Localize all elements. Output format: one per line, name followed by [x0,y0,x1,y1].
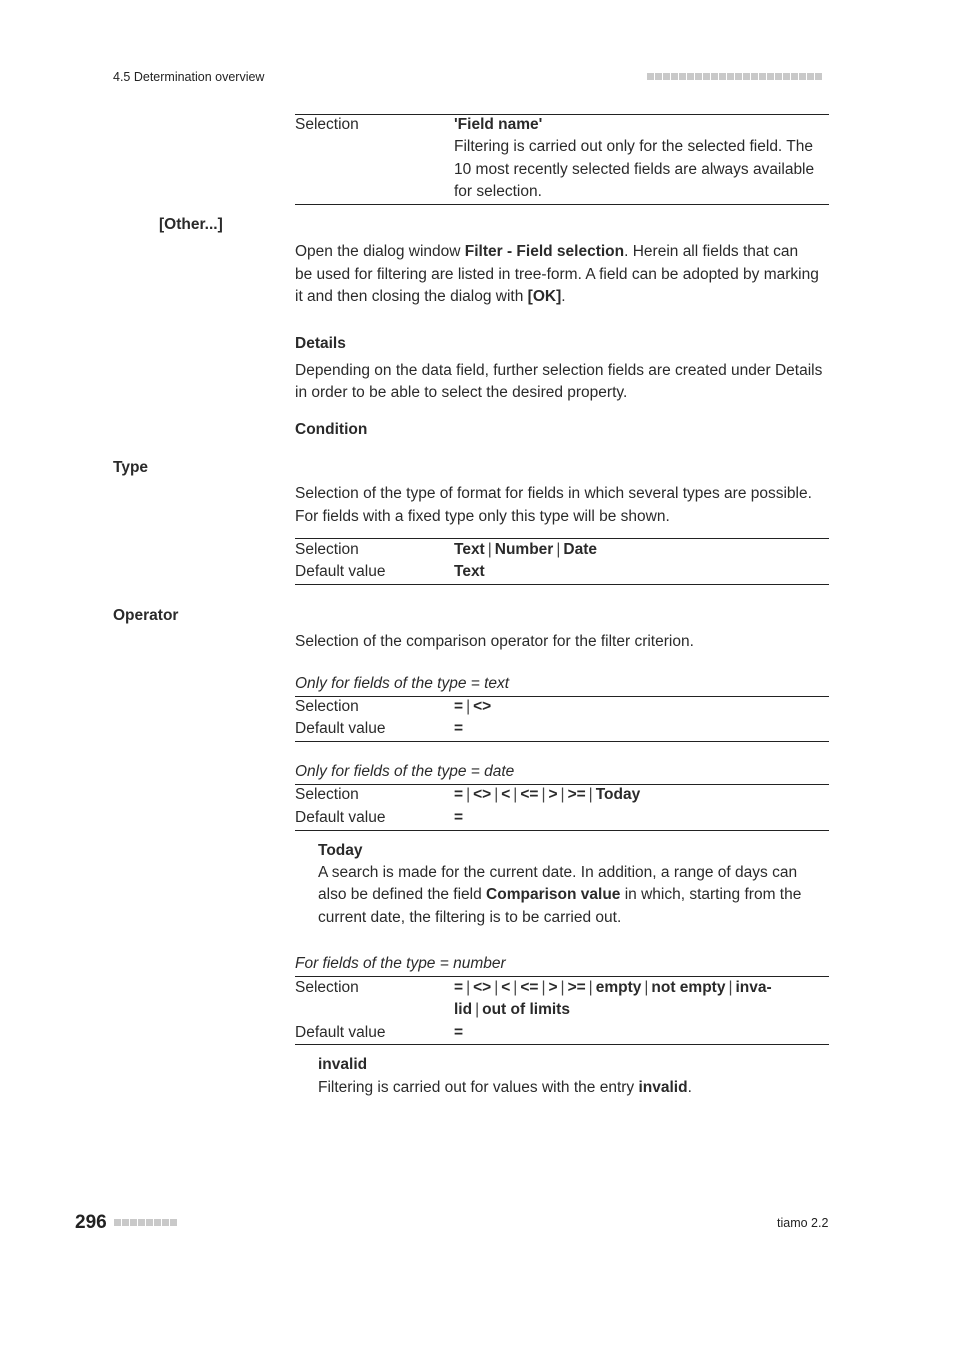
decorative-square [647,73,654,80]
field-name-desc-line: Filtering is carried out only for the selected field. The [454,138,813,155]
option: not empty [651,979,726,996]
text-run: also be defined the field [318,886,487,903]
option: < [501,979,511,996]
decorative-square [743,73,750,80]
number-type-caption: For fields of the type = number [295,955,506,972]
decorative-square [170,1219,177,1226]
running-header-section: 4.5 Determination overview [113,70,265,84]
option-date: Date [563,541,597,558]
decorative-square [679,73,686,80]
text-run: . [687,1079,692,1096]
details-line: Depending on the data field, further selection fields are created under Details [295,362,823,379]
text-type-caption: Only for fields of the type = text [295,675,510,692]
type-options: Text | Number | Date [454,541,597,558]
today-heading: Today [318,842,363,859]
table-rule-bottom [295,830,829,831]
decorative-square [735,73,742,80]
option: lid [454,1001,473,1018]
other-label: [Other...] [159,216,223,233]
option-number: Number [494,541,554,558]
table-rule-bottom [295,584,829,585]
field-name-selection-title: 'Field name' [454,116,543,133]
date-type-caption: Only for fields of the type = date [295,763,515,780]
operator-label: Operator [113,607,179,624]
option: >= [567,979,586,996]
text-run: Filtering is carried out for values with the entry [318,1079,639,1096]
text-default-value: = [454,720,464,737]
dialog-name: Filter - Field selection [464,243,625,260]
product-version: tiamo 2.2 [777,1216,829,1230]
decorative-square [815,73,822,80]
decorative-square [154,1219,161,1226]
footer-decoration [114,1219,177,1226]
type-desc-line: For fields with a fixed type only this type will be shown. [295,508,670,525]
text-default-label: Default value [295,720,386,737]
number-default-label: Default value [295,1024,386,1041]
decorative-square [162,1219,169,1226]
text-run: . [561,288,566,305]
invalid-ref: invalid [638,1079,688,1096]
date-operator-options: = | <> | < | <= | > | >= | Today [454,786,641,803]
date-default-value: = [454,809,464,826]
option: empty [595,979,642,996]
ok-button-ref: [OK] [527,288,562,305]
page-number: 296 [75,1212,107,1233]
decorative-square [775,73,782,80]
decorative-square [727,73,734,80]
type-default-label: Default value [295,563,386,580]
operator-desc: Selection of the comparison operator for the filter criterion. [295,633,694,650]
decorative-square [138,1219,145,1226]
option: = [454,698,464,715]
decorative-square [799,73,806,80]
decorative-square [114,1219,121,1226]
field-name-desc-line: 10 most recently selected fields are always available [454,161,815,178]
today-line: A search is made for the current date. In addition, a range of days can [318,864,798,881]
text-selection-label: Selection [295,698,359,715]
option: out of limits [482,1001,570,1018]
type-desc-line: Selection of the type of format for fields in which several types are possible. [295,485,812,502]
option: inva- [735,979,772,996]
field-name-selection-label: Selection [295,116,359,133]
decorative-square [783,73,790,80]
type-selection-label: Selection [295,541,359,558]
option: = [454,786,464,803]
decorative-square [791,73,798,80]
decorative-square [711,73,718,80]
type-default-value: Text [454,563,485,580]
text-run: in which, starting from the [620,886,802,903]
decorative-square [663,73,670,80]
number-operator-options-cont: lid | out of limits [454,1001,570,1018]
header-decoration [647,73,829,82]
details-line: in order to be able to select the desired property. [295,384,628,401]
decorative-square [130,1219,137,1226]
decorative-square [751,73,758,80]
option: Today [595,786,641,803]
field-name-desc-line: for selection. [454,183,542,200]
text-operator-options: = | <> [454,698,492,715]
option: <= [520,786,539,803]
text-run: it and then closing the dialog with [295,288,528,305]
option: = [454,979,464,996]
type-label: Type [113,459,149,476]
number-default-value: = [454,1024,464,1041]
decorative-square [695,73,702,80]
option: < [501,786,511,803]
decorative-square [146,1219,153,1226]
other-paragraph-line: be used for filtering are listed in tree-form. A field can be adopted by marking [295,266,819,283]
table-rule-top [295,114,829,115]
option: > [548,786,558,803]
option-text: Text [454,541,485,558]
comparison-value-ref: Comparison value [486,886,621,903]
table-rule-bottom [295,1044,829,1045]
decorative-square [671,73,678,80]
date-default-label: Default value [295,809,386,826]
other-paragraph-line [295,241,798,264]
number-selection-label: Selection [295,979,359,996]
decorative-square [122,1219,129,1226]
date-selection-label: Selection [295,786,359,803]
condition-heading: Condition [295,421,368,438]
option: <= [520,979,539,996]
option: <> [473,979,492,996]
decorative-square [807,73,814,80]
decorative-square [703,73,710,80]
option: <> [473,698,492,715]
invalid-heading: invalid [318,1056,368,1073]
option: >= [567,786,586,803]
other-paragraph-line [295,286,566,309]
decorative-square [767,73,774,80]
option: > [548,979,558,996]
today-line: current date, the filtering is to be carried out. [318,909,622,926]
table-rule-top [295,696,829,697]
decorative-square [759,73,766,80]
decorative-square [655,73,662,80]
decorative-square [719,73,726,80]
invalid-line [318,1077,835,1100]
number-operator-options: = | <> | < | <= | > | >= | empty | not empty | inva- [454,979,772,996]
table-rule-bottom [295,204,829,205]
text-run: Open the dialog window [295,243,465,260]
table-rule-bottom [295,741,829,742]
details-heading: Details [295,335,346,352]
option: <> [473,786,492,803]
decorative-square [687,73,694,80]
today-line [318,884,835,907]
text-run: . Herein all fields that can [624,243,799,260]
